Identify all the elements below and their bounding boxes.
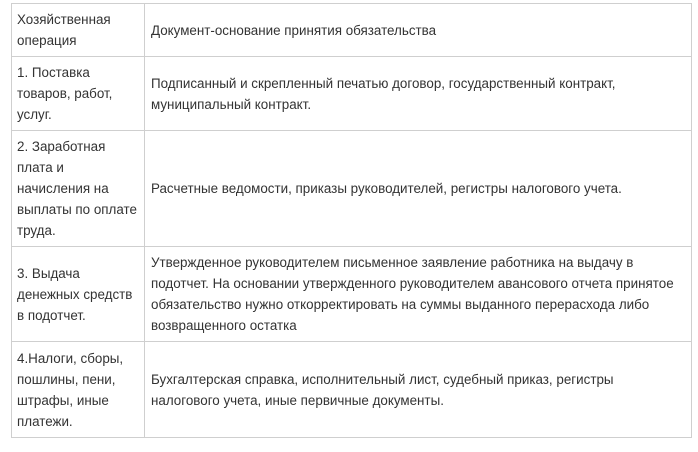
table-row <box>12 131 692 247</box>
table-row <box>12 57 692 131</box>
header-operation-label: Хозяйственная операция <box>17 12 111 48</box>
table-row <box>12 342 692 438</box>
document-cell <box>145 57 692 131</box>
header-operation-cell <box>12 4 145 57</box>
header-document-label: Документ-основание принятия обязательства <box>151 22 437 38</box>
operation-cell <box>12 131 145 247</box>
operation-text: 1. Поставка товаров, работ, услуг. <box>17 65 113 122</box>
document-text: Расчетные ведомости, приказы руководителей, регистры налогового учета. <box>151 181 622 196</box>
header-document-cell <box>145 4 692 57</box>
document-cell <box>145 247 692 342</box>
document-text: Утвержденное руководителем письменное заявление работника на выдачу в подотчет. На основании утвержденного руководителем авансового отчета принятое обязательство нужно откорректировать на суммы выданного перерасхода либо возвращенного остатка <box>151 255 674 333</box>
document-text: Бухгалтерская справка, исполнительный лист, судебный приказ, регистры налогового учета, иные первичные документы. <box>151 371 614 408</box>
table-row <box>12 247 692 342</box>
operation-text: 2. Заработная плата и начисления на выплаты по оплате труда. <box>17 139 137 238</box>
operation-text: 3. Выдача денежных средств в подотчет. <box>17 265 133 323</box>
operation-cell <box>12 342 145 438</box>
operation-text: 4.Налоги, сборы, пошлины, пени, штрафы, иные платежи. <box>17 350 124 429</box>
operation-cell <box>12 247 145 342</box>
operation-cell <box>12 57 145 131</box>
document-cell <box>145 131 692 247</box>
obligations-table <box>11 3 692 438</box>
document-cell <box>145 342 692 438</box>
document-text: Подписанный и скрепленный печатью договор, государственный контракт, муниципальный контракт. <box>151 75 616 112</box>
table-header-row <box>12 4 692 57</box>
